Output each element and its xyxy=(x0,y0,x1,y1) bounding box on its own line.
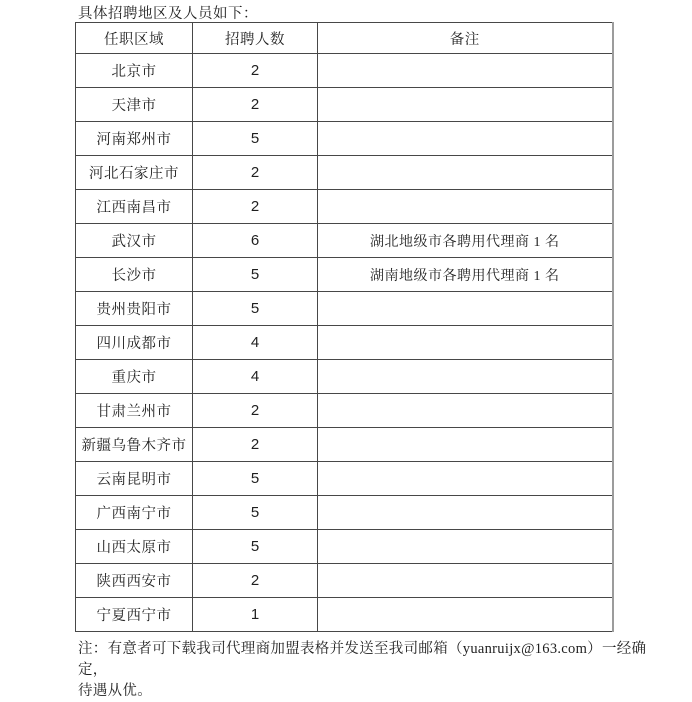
note-cell xyxy=(318,156,613,190)
table-row xyxy=(76,394,613,428)
region-cell: 山西太原市 xyxy=(76,530,193,564)
table-row xyxy=(76,292,613,326)
table-row xyxy=(76,326,613,360)
count-cell: 2 xyxy=(193,156,318,190)
note-cell xyxy=(318,564,613,598)
region-cell: 河北石家庄市 xyxy=(76,156,193,190)
count-cell: 5 xyxy=(193,496,318,530)
region-cell: 北京市 xyxy=(76,54,193,88)
region-cell: 贵州贵阳市 xyxy=(76,292,193,326)
table-row xyxy=(76,224,613,258)
note-cell xyxy=(318,462,613,496)
count-cell: 4 xyxy=(193,360,318,394)
table-row xyxy=(76,496,613,530)
note-cell xyxy=(318,496,613,530)
table-row xyxy=(76,462,613,496)
count-cell: 1 xyxy=(193,598,318,632)
region-cell: 宁夏西宁市 xyxy=(76,598,193,632)
region-cell: 广西南宁市 xyxy=(76,496,193,530)
region-cell: 新疆乌鲁木齐市 xyxy=(76,428,193,462)
region-cell: 云南昆明市 xyxy=(76,462,193,496)
count-cell: 2 xyxy=(193,190,318,224)
table-row xyxy=(76,122,613,156)
table-row xyxy=(76,54,613,88)
table-body xyxy=(76,54,613,632)
region-cell: 重庆市 xyxy=(76,360,193,394)
note-cell xyxy=(318,292,613,326)
note-cell xyxy=(318,326,613,360)
count-cell: 5 xyxy=(193,292,318,326)
count-cell: 2 xyxy=(193,54,318,88)
note-cell xyxy=(318,360,613,394)
footer-note-line-1: 注：有意者可下载我司代理商加盟表格并发送至我司邮箱（yuanruijx@163.com）一经确定， xyxy=(78,641,647,678)
table-row xyxy=(76,530,613,564)
header-note: 备注 xyxy=(318,23,613,54)
note-cell xyxy=(318,54,613,88)
count-cell: 6 xyxy=(193,224,318,258)
count-cell: 5 xyxy=(193,462,318,496)
region-cell: 武汉市 xyxy=(76,224,193,258)
note-cell xyxy=(318,122,613,156)
region-cell: 河南郑州市 xyxy=(76,122,193,156)
count-cell: 5 xyxy=(193,258,318,292)
header-row xyxy=(76,23,613,54)
count-cell: 2 xyxy=(193,88,318,122)
table-row xyxy=(76,258,613,292)
header-region: 任职区域 xyxy=(76,23,193,54)
table-row xyxy=(76,564,613,598)
region-cell: 江西南昌市 xyxy=(76,190,193,224)
note-cell xyxy=(318,428,613,462)
table-row xyxy=(76,598,613,632)
note-cell xyxy=(318,394,613,428)
note-cell: 湖南地级市各聘用代理商 1 名 xyxy=(318,258,613,292)
intro-text: 具体招聘地区及人员如下： xyxy=(78,6,258,22)
note-cell xyxy=(318,190,613,224)
table-row xyxy=(76,360,613,394)
note-cell xyxy=(318,88,613,122)
region-cell: 长沙市 xyxy=(76,258,193,292)
table-row xyxy=(76,156,613,190)
table-row xyxy=(76,88,613,122)
count-cell: 2 xyxy=(193,428,318,462)
table-row xyxy=(76,428,613,462)
recruitment-table xyxy=(75,22,614,632)
footer-note xyxy=(78,639,653,702)
count-cell: 5 xyxy=(193,122,318,156)
note-cell xyxy=(318,530,613,564)
count-cell: 4 xyxy=(193,326,318,360)
header-count: 招聘人数 xyxy=(193,23,318,54)
count-cell: 2 xyxy=(193,564,318,598)
region-cell: 甘肃兰州市 xyxy=(76,394,193,428)
region-cell: 四川成都市 xyxy=(76,326,193,360)
table-row xyxy=(76,190,613,224)
note-cell: 湖北地级市各聘用代理商 1 名 xyxy=(318,224,613,258)
region-cell: 陕西西安市 xyxy=(76,564,193,598)
footer-note-line-2: 待遇从优。 xyxy=(78,683,152,699)
count-cell: 2 xyxy=(193,394,318,428)
region-cell: 天津市 xyxy=(76,88,193,122)
count-cell: 5 xyxy=(193,530,318,564)
note-cell xyxy=(318,598,613,632)
